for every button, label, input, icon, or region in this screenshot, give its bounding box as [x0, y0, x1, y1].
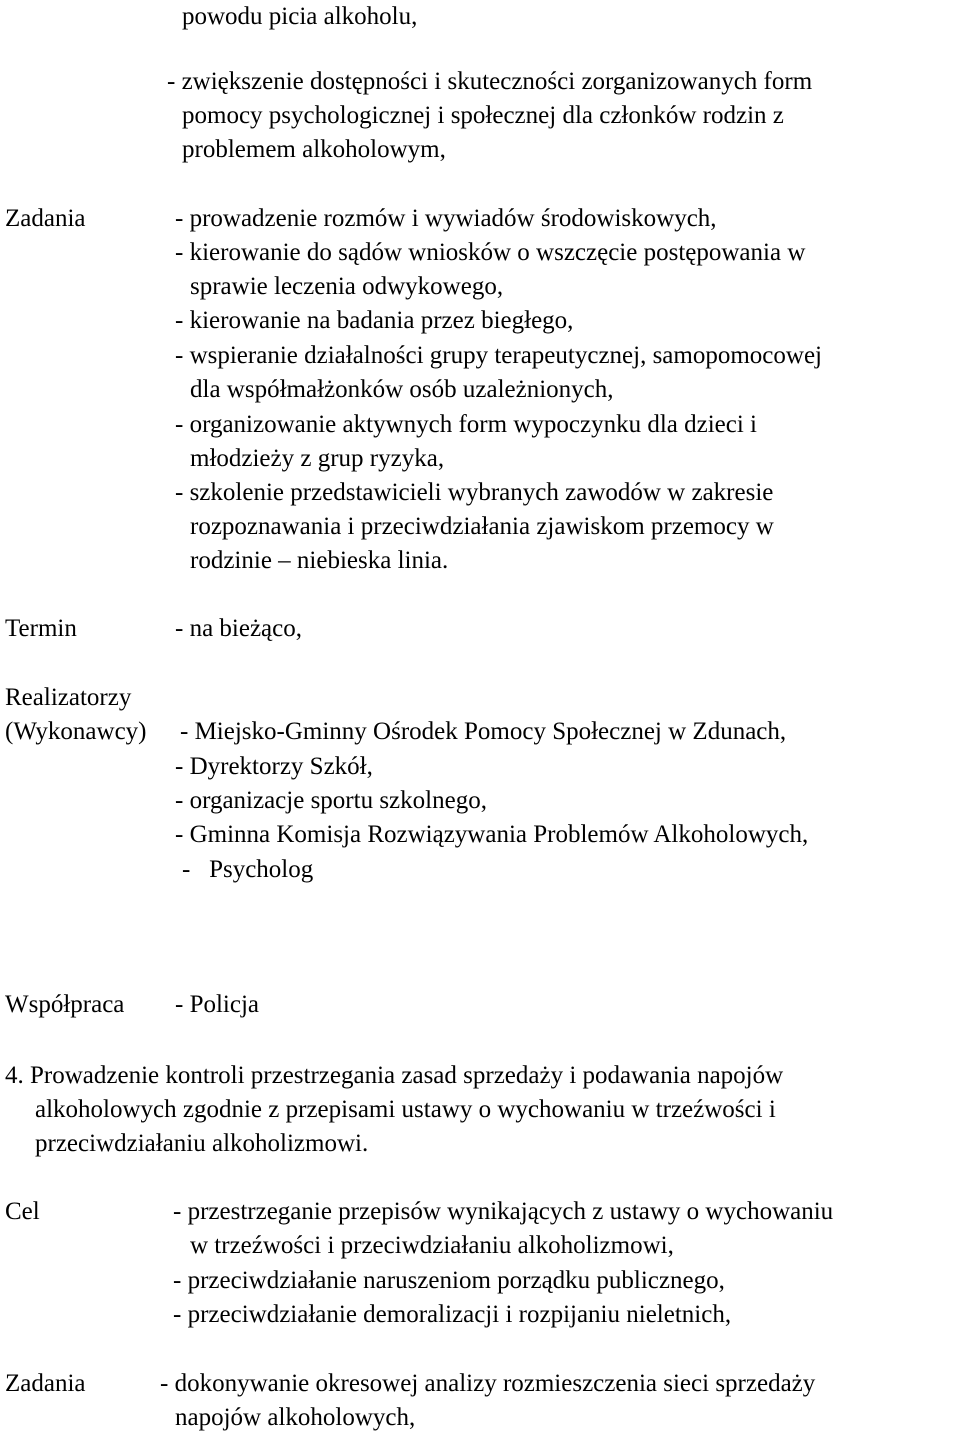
cel-item: - przestrzeganie przepisów wynikających z ustawy o wychowaniu [173, 1198, 834, 1225]
zadania-item: rodzinie – niebieska linia. [190, 547, 449, 574]
wspolpraca-label: Współpraca [5, 991, 125, 1018]
intro-line: pomocy psychologicznej i społecznej dla członków rodzin z [182, 102, 784, 129]
realizator-item: - Gminna Komisja Rozwiązywania Problemów Alkoholowych, [175, 821, 809, 848]
section-heading-line: alkoholowych zgodnie z przepisami ustawy o wychowaniu w trzeźwości i [35, 1096, 776, 1123]
intro-line: problemem alkoholowym, [182, 136, 446, 163]
wspolpraca-value: - Policja [175, 991, 260, 1018]
termin-value: - na bieżąco, [175, 615, 303, 642]
cel-item: w trzeźwości i przeciwdziałaniu alkoholizmowi, [190, 1232, 674, 1259]
termin-label: Termin [5, 615, 77, 642]
zadania-item: - dokonywanie okresowej analizy rozmieszczenia sieci sprzedaży [160, 1370, 816, 1397]
section-heading: 4. Prowadzenie kontroli przestrzegania zasad sprzedaży i podawania napojów [5, 1062, 784, 1089]
zadania-item: - kierowanie na badania przez biegłego, [175, 307, 574, 334]
realizatorzy-label: Realizatorzy [5, 684, 132, 711]
zadania-item: - organizowanie aktywnych form wypoczynku dla dzieci i [175, 411, 757, 438]
zadania-item: - wspieranie działalności grupy terapeutycznej, samopomocowej [175, 342, 822, 369]
wykonawcy-label: (Wykonawcy) [5, 718, 147, 745]
zadania-item: dla współmałżonków osób uzależnionych, [190, 376, 614, 403]
zadania-label: Zadania [5, 1370, 86, 1397]
zadania-item: sprawie leczenia odwykowego, [190, 273, 504, 300]
cel-item: - przeciwdziałanie demoralizacji i rozpijaniu nieletnich, [173, 1301, 732, 1328]
zadania-item: młodzieży z grup ryzyka, [190, 445, 445, 472]
zadania-item: napojów alkoholowych, [175, 1404, 416, 1431]
intro-line: - zwiększenie dostępności i skuteczności zorganizowanych form [167, 68, 813, 95]
cel-label: Cel [5, 1198, 40, 1225]
intro-line: powodu picia alkoholu, [182, 3, 418, 30]
realizator-item: - Miejsko-Gminny Ośrodek Pomocy Społecznej w Zdunach, [180, 718, 787, 745]
realizator-item: - organizacje sportu szkolnego, [175, 787, 487, 814]
zadania-item: - kierowanie do sądów wniosków o wszczęcie postępowania w [175, 239, 806, 266]
section-heading-line: przeciwdziałaniu alkoholizmowi. [35, 1130, 369, 1157]
realizator-item: - Psycholog [182, 856, 314, 883]
realizator-item: - Dyrektorzy Szkół, [175, 753, 373, 780]
zadania-item: - szkolenie przedstawicieli wybranych zawodów w zakresie [175, 479, 774, 506]
zadania-label: Zadania [5, 205, 86, 232]
cel-item: - przeciwdziałanie naruszeniom porządku publicznego, [173, 1267, 725, 1294]
zadania-item: - prowadzenie rozmów i wywiadów środowiskowych, [175, 205, 717, 232]
zadania-item: rozpoznawania i przeciwdziałania zjawiskom przemocy w [190, 513, 774, 540]
